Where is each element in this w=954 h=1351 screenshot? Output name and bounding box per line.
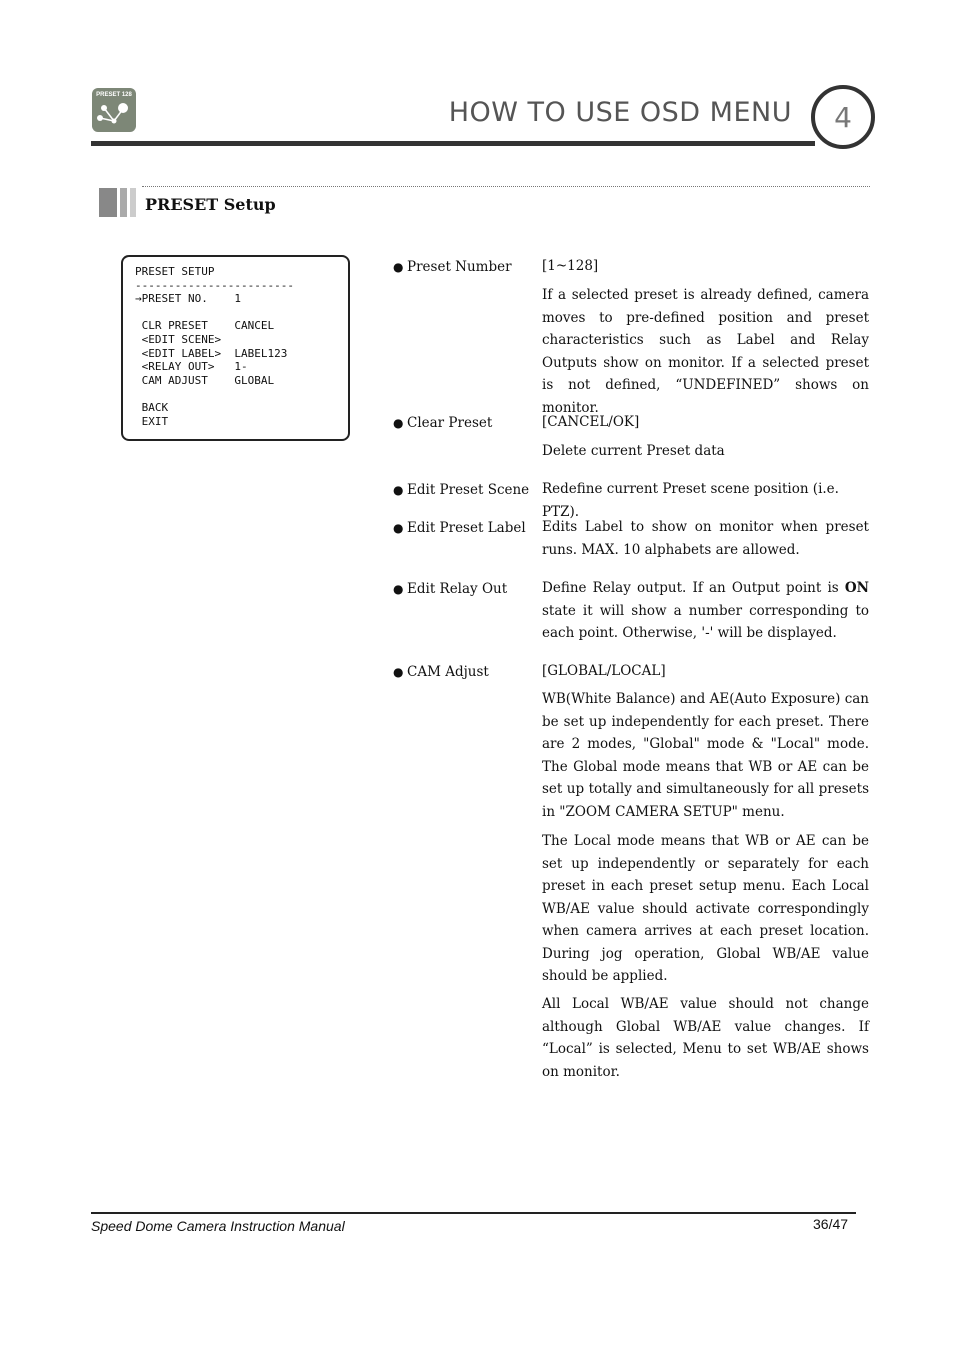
bullet-icon: ● [393, 665, 404, 679]
section-marker-bar [99, 188, 117, 217]
item-description: WB(White Balance) and AE(Auto Exposure) can be set up independently for each preset. There are 2 modes, "Global" mode & "Local" mode. The Global mode means that WB or AE can be set up totally and simultaneously for all presets in "ZOOM CAMERA SETUP" menu. [542, 691, 869, 820]
desc-text: state it will show a number corresponding to each point. Otherwise, '-' will be displayed. [542, 602, 869, 641]
bullet-icon: ● [393, 260, 404, 274]
osd-menu-text: PRESET SETUP ------------------------ →PRESET NO. 1 CLR PRESET CANCEL <EDIT SCENE> <EDIT LABEL> LABEL123 <RELAY OUT> 1- CAM ADJUST GLOBAL BACK EXIT [135, 265, 294, 428]
network-icon [92, 88, 136, 132]
bullet-icon: ● [393, 582, 404, 596]
desc-bold-text: ON [844, 580, 869, 596]
bullet-icon: ● [393, 416, 404, 430]
item-option: [GLOBAL/LOCAL] [542, 663, 666, 679]
item-description [542, 577, 869, 645]
section-marker-bar [120, 188, 127, 217]
item-description: Delete current Preset data [542, 443, 725, 459]
item-description: Edits Label to show on monitor when preset runs. MAX. 10 alphabets are allowed. [542, 519, 869, 558]
preset-logo-icon [92, 88, 136, 132]
bullet-icon: ● [393, 521, 404, 535]
desc-text: Define Relay output. If an Output point is [542, 580, 845, 596]
item-label-clear-preset: Clear Preset [407, 415, 493, 431]
item-description: All Local WB/AE value should not change although Global WB/AE value changes. If “Local” is selected, Menu to set WB/AE shows on monitor. [542, 996, 869, 1080]
osd-menu-screen [121, 255, 350, 441]
footer-rule [91, 1212, 856, 1214]
item-description: The Local mode means that WB or AE can be set up independently or separately for each preset in each preset setup menu. Each Local WB/AE value should activate correspondingly when camera arrives at each preset location. During jog operation, Global WB/AE value should be applied. [542, 833, 869, 984]
logo-text: PRESET 128 [96, 92, 132, 98]
bullet-icon: ● [393, 483, 404, 497]
item-description: Redefine current Preset scene position (i.e. PTZ). [542, 481, 839, 520]
section-divider [142, 186, 870, 187]
page-header-title: HOW TO USE OSD MENU [448, 97, 792, 128]
section-title: PRESET Setup [145, 195, 276, 214]
section-marker-bar [130, 188, 136, 217]
chapter-badge [811, 85, 875, 149]
page-number: 36/47 [813, 1216, 849, 1232]
item-option: [1~128] [542, 258, 599, 274]
item-label-preset-number: Preset Number [407, 259, 512, 275]
item-description: If a selected preset is already defined, camera moves to pre-defined position and preset characteristics such as Label and Relay Outputs show on monitor. If a selected preset is not defined, “UNDEFINED” shows on monitor. [542, 287, 869, 416]
item-label-edit-relay-out: Edit Relay Out [407, 581, 508, 597]
chapter-number: 4 [834, 101, 852, 134]
header-rule [91, 141, 815, 146]
footer-manual-title: Speed Dome Camera Instruction Manual [91, 1218, 345, 1234]
item-option: [CANCEL/OK] [542, 414, 640, 430]
item-label-cam-adjust: CAM Adjust [407, 664, 489, 680]
item-label-edit-preset-scene: Edit Preset Scene [407, 482, 530, 498]
item-label-edit-preset-label: Edit Preset Label [407, 520, 526, 536]
